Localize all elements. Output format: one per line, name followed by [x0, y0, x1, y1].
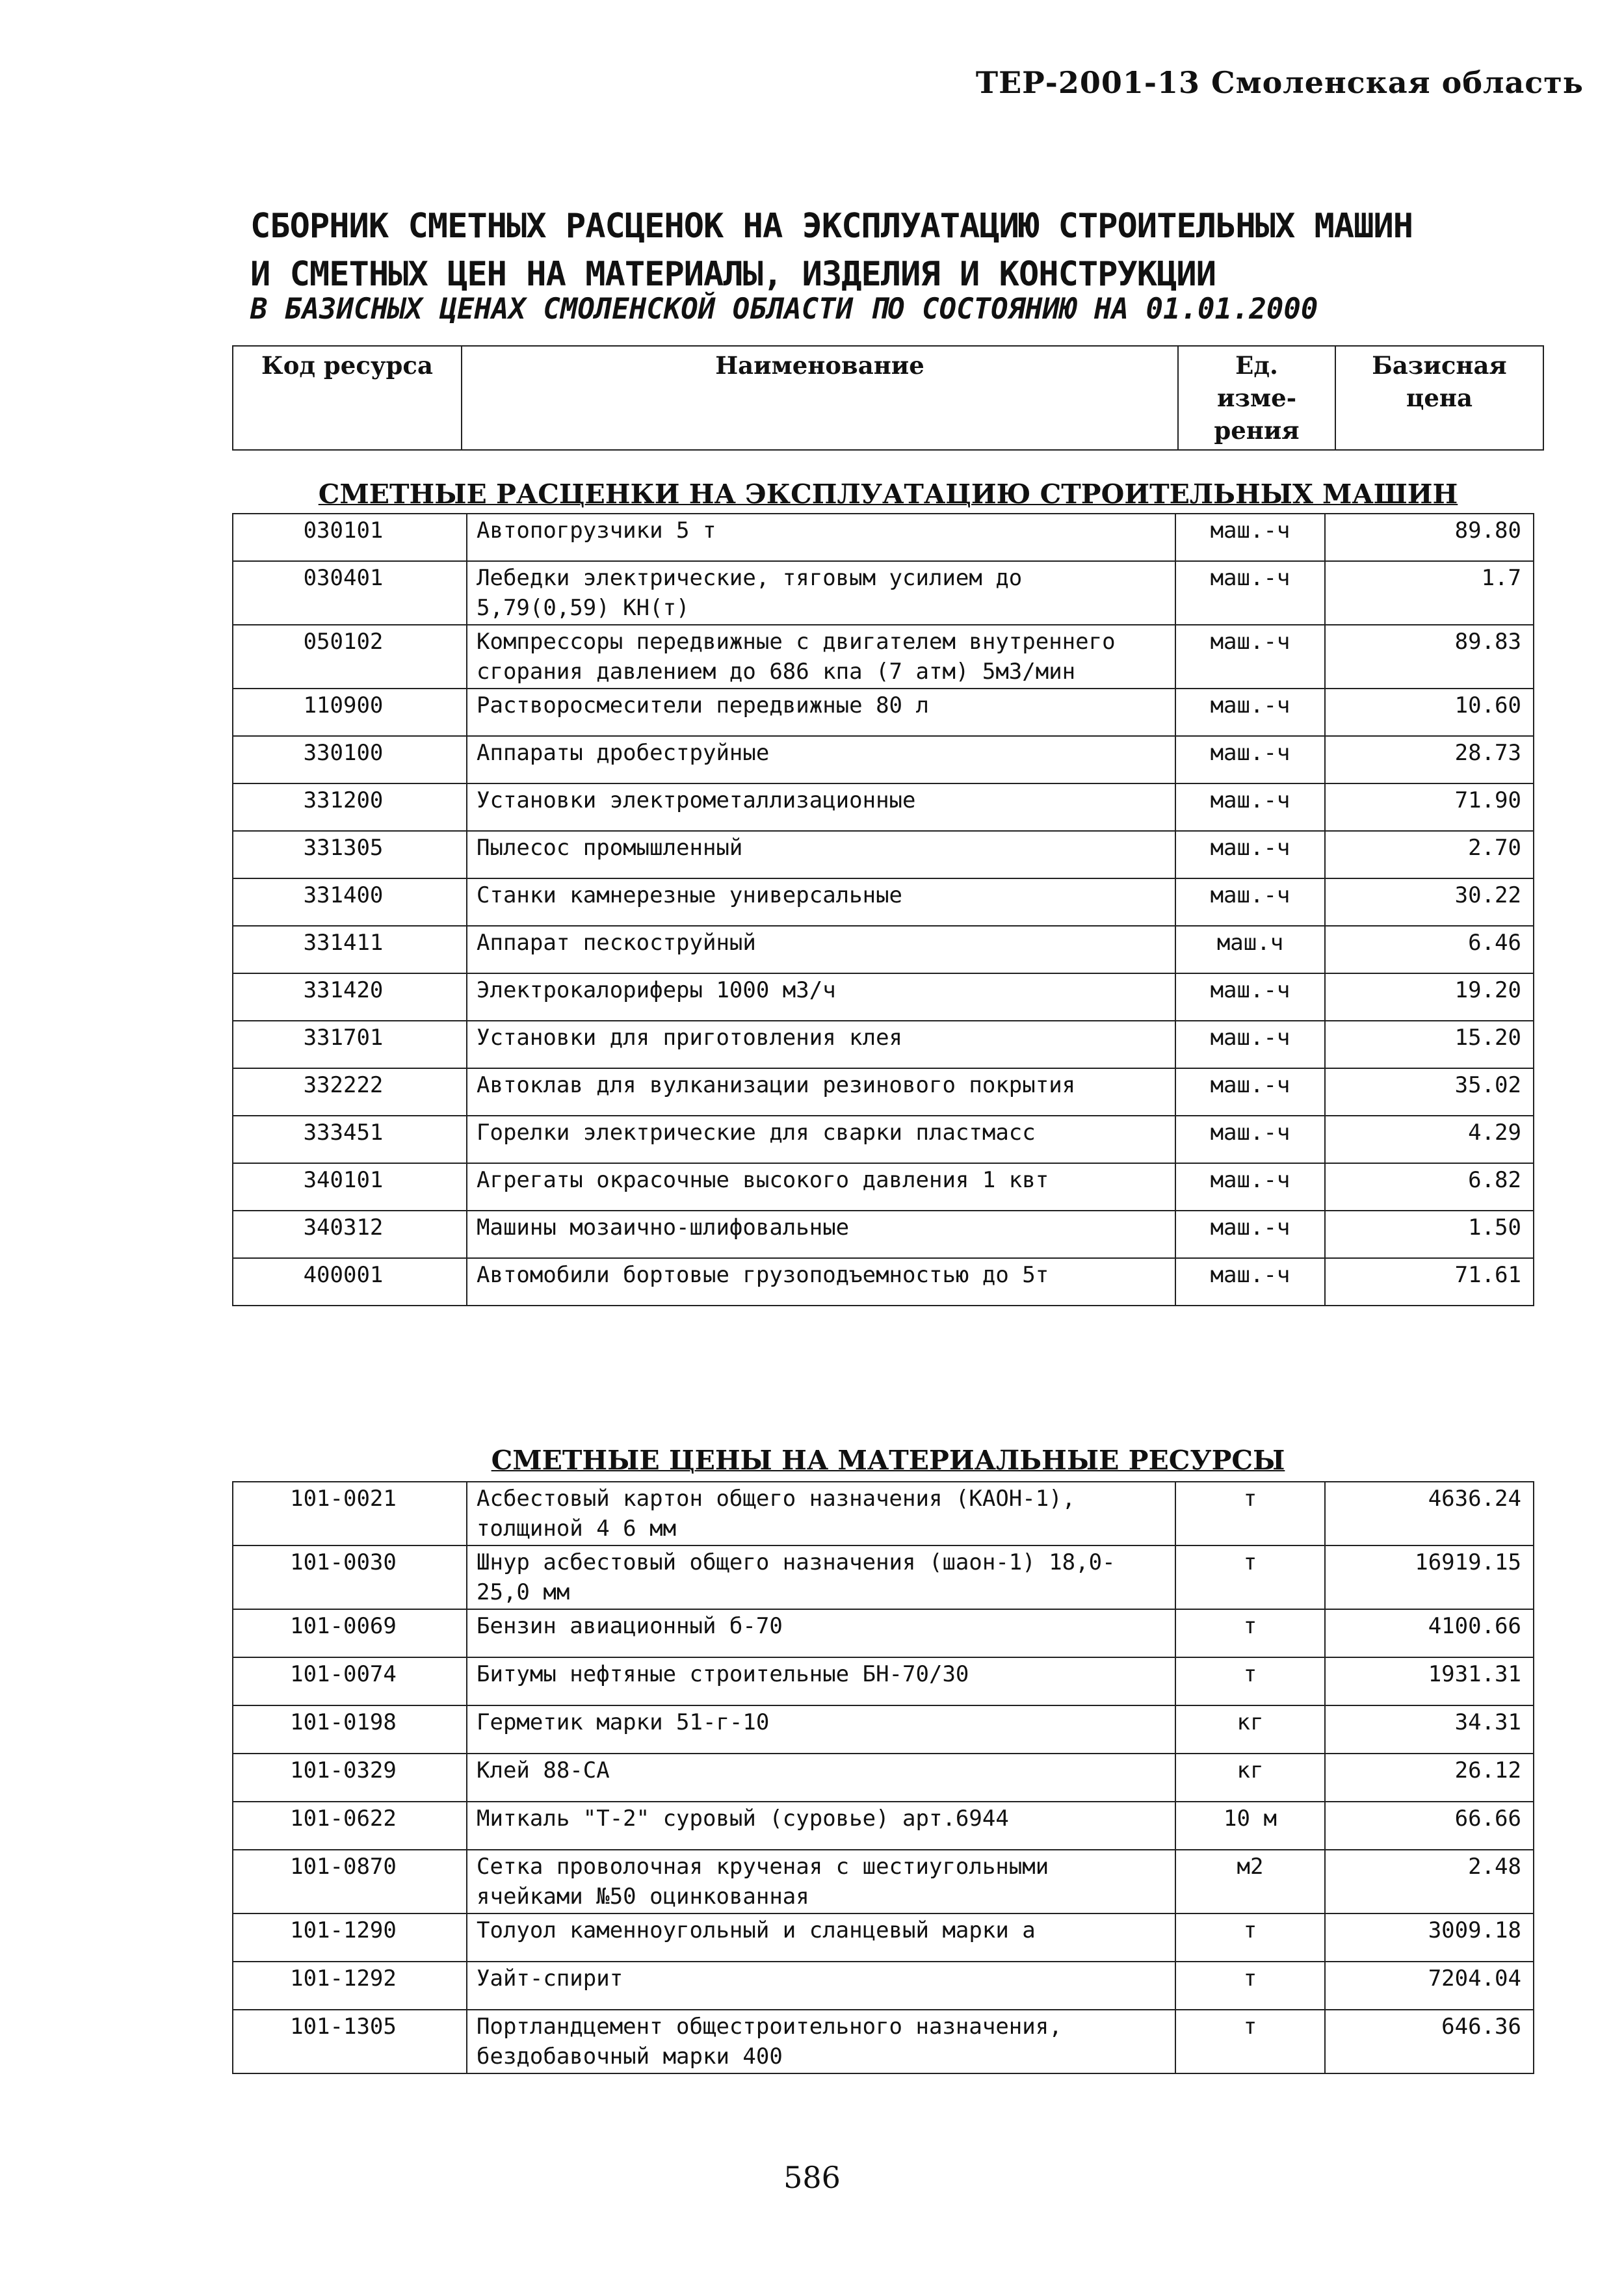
unit-cell: маш.-ч [1175, 1116, 1325, 1163]
table-row [233, 514, 1534, 561]
table-row [233, 973, 1534, 1021]
resource-name-cell: Портландцемент общестроительного назначения, бездобавочный марки 400 [467, 2010, 1175, 2073]
col-header-price-l1: Базисная [1372, 351, 1507, 380]
price-cell: 26.12 [1325, 1754, 1534, 1802]
unit-cell: т [1175, 1609, 1325, 1657]
col-header-name: Наименование [462, 346, 1178, 450]
table-row [233, 783, 1534, 831]
resource-name-cell: Клей 88-СА [467, 1754, 1175, 1802]
price-cell: 1.50 [1325, 1211, 1534, 1258]
table-row [233, 1482, 1534, 1545]
resource-code-cell: 331701 [233, 1021, 467, 1068]
unit-cell: т [1175, 1545, 1325, 1609]
resource-name-cell: Толуол каменноугольный и сланцевый марки а [467, 1913, 1175, 1962]
unit-cell: 10 м [1175, 1802, 1325, 1850]
table-row [233, 625, 1534, 689]
col-header-unit-l1: Ед. [1235, 351, 1278, 380]
price-cell: 1931.31 [1325, 1657, 1534, 1705]
resource-code-cell: 331420 [233, 973, 467, 1021]
unit-cell: маш.-ч [1175, 1211, 1325, 1258]
resource-name-cell: Станки камнерезные универсальные [467, 878, 1175, 926]
price-cell: 2.48 [1325, 1850, 1534, 1913]
table-row [233, 736, 1534, 783]
price-cell: 4.29 [1325, 1116, 1534, 1163]
table-row [233, 1068, 1534, 1116]
price-cell: 19.20 [1325, 973, 1534, 1021]
resource-name-cell: Автопогрузчики 5 т [467, 514, 1175, 561]
resource-name-cell: Бензин авиационный б-70 [467, 1609, 1175, 1657]
price-cell: 34.31 [1325, 1705, 1534, 1754]
resource-code-cell: 331200 [233, 783, 467, 831]
price-cell: 71.61 [1325, 1258, 1534, 1306]
resource-code-cell: 101-0622 [233, 1802, 467, 1850]
table-row [233, 1754, 1534, 1802]
resource-name-cell: Уайт-спирит [467, 1962, 1175, 2010]
table-row [233, 689, 1534, 736]
resource-name-cell: Герметик марки 51-г-10 [467, 1705, 1175, 1754]
price-cell: 2.70 [1325, 831, 1534, 878]
price-cell: 71.90 [1325, 783, 1534, 831]
table-row [233, 1657, 1534, 1705]
unit-cell: м2 [1175, 1850, 1325, 1913]
table-row [233, 1021, 1534, 1068]
resource-name-cell: Автомобили бортовые грузоподъемностью до 5т [467, 1258, 1175, 1306]
machines-section-title: СМЕТНЫЕ РАСЦЕНКИ НА ЭКСПЛУАТАЦИЮ СТРОИТЕЛЬНЫХ МАШИН [318, 479, 1458, 510]
unit-cell: маш.-ч [1175, 783, 1325, 831]
resource-code-cell: 331400 [233, 878, 467, 926]
resource-code-cell: 101-0074 [233, 1657, 467, 1705]
collection-subtitle: В БАЗИСНЫХ ЦЕНАХ СМОЛЕНСКОЙ ОБЛАСТИ ПО СОСТОЯНИЮ НА 01.01.2000 [250, 293, 1318, 326]
table-row [233, 1163, 1534, 1211]
unit-cell: маш.-ч [1175, 973, 1325, 1021]
resource-name-cell: Автоклав для вулканизации резинового покрытия [467, 1068, 1175, 1116]
unit-cell: маш.-ч [1175, 878, 1325, 926]
unit-cell: т [1175, 1482, 1325, 1545]
col-header-unit [1178, 346, 1335, 450]
price-cell: 28.73 [1325, 736, 1534, 783]
resource-code-cell: 030101 [233, 514, 467, 561]
resource-name-cell: Аппараты дробеструйные [467, 736, 1175, 783]
resource-code-cell: 101-1305 [233, 2010, 467, 2073]
document-header-title: ТЕР-2001-13 Смоленская область [975, 65, 1584, 100]
resource-code-cell: 101-0329 [233, 1754, 467, 1802]
resource-name-cell: Асбестовый картон общего назначения (КАОН-1), толщиной 4 6 мм [467, 1482, 1175, 1545]
resource-code-cell: 101-0021 [233, 1482, 467, 1545]
price-cell: 7204.04 [1325, 1962, 1534, 2010]
resource-name-cell: Агрегаты окрасочные высокого давления 1 квт [467, 1163, 1175, 1211]
resource-code-cell: 030401 [233, 561, 467, 625]
price-cell: 4636.24 [1325, 1482, 1534, 1545]
resource-code-cell: 400001 [233, 1258, 467, 1306]
resource-code-cell: 101-1292 [233, 1962, 467, 2010]
col-header-code: Код ресурса [233, 346, 462, 450]
resource-name-cell: Лебедки электрические, тяговым усилием до 5,79(0,59) КН(т) [467, 561, 1175, 625]
resource-code-cell: 101-0030 [233, 1545, 467, 1609]
resource-code-cell: 101-0069 [233, 1609, 467, 1657]
table-row [233, 1962, 1534, 2010]
resource-name-cell: Шнур асбестовый общего назначения (шаон-1) 18,0-25,0 мм [467, 1545, 1175, 1609]
machines-table [232, 513, 1534, 1306]
table-row [233, 926, 1534, 973]
resource-code-cell: 110900 [233, 689, 467, 736]
price-cell: 6.46 [1325, 926, 1534, 973]
resource-name-cell: Растворосмесители передвижные 80 л [467, 689, 1175, 736]
resource-code-cell: 331305 [233, 831, 467, 878]
unit-cell: кг [1175, 1754, 1325, 1802]
resource-name-cell: Горелки электрические для сварки пластмасс [467, 1116, 1175, 1163]
resource-code-cell: 340101 [233, 1163, 467, 1211]
table-row [233, 1116, 1534, 1163]
unit-cell: маш.-ч [1175, 514, 1325, 561]
table-row [233, 1802, 1534, 1850]
unit-cell: маш.-ч [1175, 1068, 1325, 1116]
column-header-table [232, 345, 1544, 451]
unit-cell: маш.-ч [1175, 1021, 1325, 1068]
unit-cell: маш.ч [1175, 926, 1325, 973]
unit-cell: т [1175, 1962, 1325, 2010]
price-cell: 66.66 [1325, 1802, 1534, 1850]
unit-cell: т [1175, 1913, 1325, 1962]
table-row [233, 1258, 1534, 1306]
unit-cell: маш.-ч [1175, 1258, 1325, 1306]
unit-cell: маш.-ч [1175, 736, 1325, 783]
price-cell: 89.83 [1325, 625, 1534, 689]
resource-code-cell: 101-1290 [233, 1913, 467, 1962]
col-header-unit-l3: рения [1214, 416, 1300, 445]
collection-title-line1: СБОРНИК СМЕТНЫХ РАСЦЕНОК НА ЭКСПЛУАТАЦИЮ СТРОИТЕЛЬНЫХ МАШИН [250, 207, 1413, 246]
table-row [233, 831, 1534, 878]
unit-cell: маш.-ч [1175, 625, 1325, 689]
col-header-unit-l2: изме- [1216, 384, 1297, 412]
resource-name-cell: Установки для приготовления клея [467, 1021, 1175, 1068]
unit-cell: кг [1175, 1705, 1325, 1754]
table-row [233, 2010, 1534, 2073]
price-cell: 30.22 [1325, 878, 1534, 926]
materials-section-title: СМЕТНЫЕ ЦЕНЫ НА МАТЕРИАЛЬНЫЕ РЕСУРСЫ [491, 1445, 1285, 1476]
table-row [233, 561, 1534, 625]
resource-name-cell: Аппарат пескоструйный [467, 926, 1175, 973]
resource-code-cell: 332222 [233, 1068, 467, 1116]
price-cell: 4100.66 [1325, 1609, 1534, 1657]
resource-name-cell: Миткаль "Т-2" суровый (суровье) арт.6944 [467, 1802, 1175, 1850]
unit-cell: маш.-ч [1175, 561, 1325, 625]
price-cell: 646.36 [1325, 2010, 1534, 2073]
resource-code-cell: 340312 [233, 1211, 467, 1258]
price-cell: 10.60 [1325, 689, 1534, 736]
table-row [233, 1211, 1534, 1258]
resource-code-cell: 331411 [233, 926, 467, 973]
col-header-price [1335, 346, 1543, 450]
resource-name-cell: Компрессоры передвижные с двигателем внутреннего сгорания давлением до 686 кпа (7 атм) 5м3/мин [467, 625, 1175, 689]
unit-cell: маш.-ч [1175, 1163, 1325, 1211]
collection-title-line2: И СМЕТНЫХ ЦЕН НА МАТЕРИАЛЫ, ИЗДЕЛИЯ И КОНСТРУКЦИИ [250, 255, 1216, 294]
price-cell: 6.82 [1325, 1163, 1534, 1211]
table-row [233, 878, 1534, 926]
resource-name-cell: Пылесос промышленный [467, 831, 1175, 878]
table-row [233, 1913, 1534, 1962]
table-row [233, 1545, 1534, 1609]
table-row [233, 1609, 1534, 1657]
price-cell: 3009.18 [1325, 1913, 1534, 1962]
price-cell: 35.02 [1325, 1068, 1534, 1116]
unit-cell: т [1175, 1657, 1325, 1705]
col-header-price-l2: цена [1406, 384, 1473, 412]
resource-name-cell: Сетка проволочная крученая с шестиугольными ячейками №50 оцинкованная [467, 1850, 1175, 1913]
materials-table [232, 1481, 1534, 2074]
resource-code-cell: 101-0198 [233, 1705, 467, 1754]
table-row [233, 1850, 1534, 1913]
page-number: 586 [783, 2160, 841, 2195]
resource-name-cell: Установки электрометаллизационные [467, 783, 1175, 831]
resource-code-cell: 050102 [233, 625, 467, 689]
resource-code-cell: 101-0870 [233, 1850, 467, 1913]
column-header-row [233, 346, 1543, 450]
resource-code-cell: 330100 [233, 736, 467, 783]
resource-name-cell: Электрокалориферы 1000 м3/ч [467, 973, 1175, 1021]
unit-cell: маш.-ч [1175, 831, 1325, 878]
price-cell: 16919.15 [1325, 1545, 1534, 1609]
price-cell: 1.7 [1325, 561, 1534, 625]
resource-code-cell: 333451 [233, 1116, 467, 1163]
resource-name-cell: Машины мозаично-шлифовальные [467, 1211, 1175, 1258]
resource-name-cell: Битумы нефтяные строительные БН-70/30 [467, 1657, 1175, 1705]
unit-cell: т [1175, 2010, 1325, 2073]
price-cell: 89.80 [1325, 514, 1534, 561]
unit-cell: маш.-ч [1175, 689, 1325, 736]
price-cell: 15.20 [1325, 1021, 1534, 1068]
table-row [233, 1705, 1534, 1754]
